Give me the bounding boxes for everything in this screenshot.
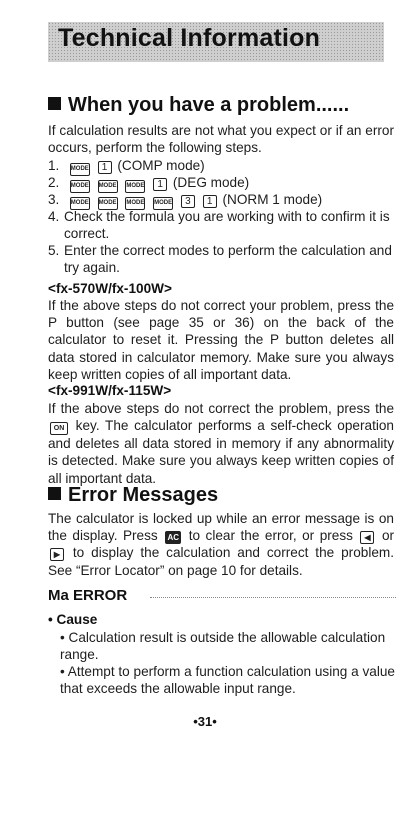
digit-key-icon: 1 (98, 161, 112, 174)
model-heading-570w: <fx-570W/fx-100W> (48, 281, 172, 296)
ac-key-icon: AC (165, 531, 181, 544)
model-991w-text-2: key. The calculator performs a self-check operation and deletes all data stored in memory if any abnormality is detected. Make sure you always keep written copies of all important data. (48, 418, 394, 486)
step-number: 4. (48, 209, 60, 224)
mode-key-icon: MODE (125, 197, 145, 210)
cause-item-1: • Calculation result is outside the allowable calculation range. (60, 630, 386, 663)
mode-key-icon: MODE (70, 180, 90, 193)
error-intro-1: The calculator is locked up while an error message is on the display. Press (48, 511, 394, 544)
cause-label: • Cause (48, 612, 98, 627)
digit-key-icon: 3 (181, 195, 195, 208)
step-text: Check the formula you are working with to confirm it is correct. (64, 209, 390, 242)
on-key-icon: ON (50, 422, 68, 435)
error-intro-3: to display the calculation and correct the problem. See “Error Locator” on page 10 for details. (48, 545, 394, 578)
step-4 (48, 208, 410, 242)
step-number: 3. (48, 192, 60, 207)
model-991w-text-1: If the above steps do not correct the problem, press the (48, 401, 394, 416)
step-number: 1. (48, 158, 60, 173)
model-heading-991w: <fx-991W/fx-115W> (48, 383, 172, 398)
error-intro-or: or (381, 528, 395, 544)
step-5 (48, 242, 410, 276)
cause-item-2: • Attempt to perform a function calculation using a value that exceeds the allowable input range. (60, 664, 395, 697)
mode-key-icon: MODE (125, 180, 145, 193)
step-text: (COMP mode) (117, 158, 205, 173)
ma-error-heading: Ma ERROR (48, 587, 128, 604)
mode-key-icon: MODE (98, 197, 118, 210)
page-title: Technical Information (58, 24, 321, 52)
mode-key-icon: MODE (70, 197, 90, 210)
square-bullet-icon (48, 487, 61, 500)
digit-key-icon: 1 (203, 195, 217, 208)
mode-key-icon: MODE (98, 180, 118, 193)
page-number: •31• (193, 714, 217, 729)
step-text: (NORM 1 mode) (222, 192, 323, 207)
left-arrow-key-icon: ◀ (360, 531, 374, 544)
error-intro (48, 510, 394, 579)
right-arrow-key-icon: ▶ (50, 548, 64, 561)
mode-key-icon: MODE (70, 163, 90, 176)
problem-intro: If calculation results are not what you expect or if an error occurs, perform the following steps. (48, 123, 394, 156)
section-heading-problem-text: When you have a problem...... (68, 94, 350, 116)
step-number: 2. (48, 175, 60, 190)
step-text: Enter the correct modes to perform the calculation and try again. (64, 243, 392, 276)
error-intro-2: to clear the error, or press (188, 528, 353, 544)
mode-key-icon: MODE (153, 197, 173, 210)
model-991w-text (48, 400, 394, 487)
section-heading-errors (48, 484, 218, 507)
digit-key-icon: 1 (153, 178, 167, 191)
model-570w-text: If the above steps do not correct your problem, press the P button (see page 35 or 36) on the back of the calculator to reset it. Pressing the P button deletes all data stored in calculator memory. Make sure you always keep written copies of all important data. (48, 298, 394, 382)
step-number: 5. (48, 243, 60, 258)
section-heading-problem (48, 94, 349, 117)
step-text: (DEG mode) (172, 175, 250, 190)
section-heading-errors-text: Error Messages (68, 484, 219, 506)
ma-error-divider (150, 597, 396, 598)
square-bullet-icon (48, 97, 61, 110)
